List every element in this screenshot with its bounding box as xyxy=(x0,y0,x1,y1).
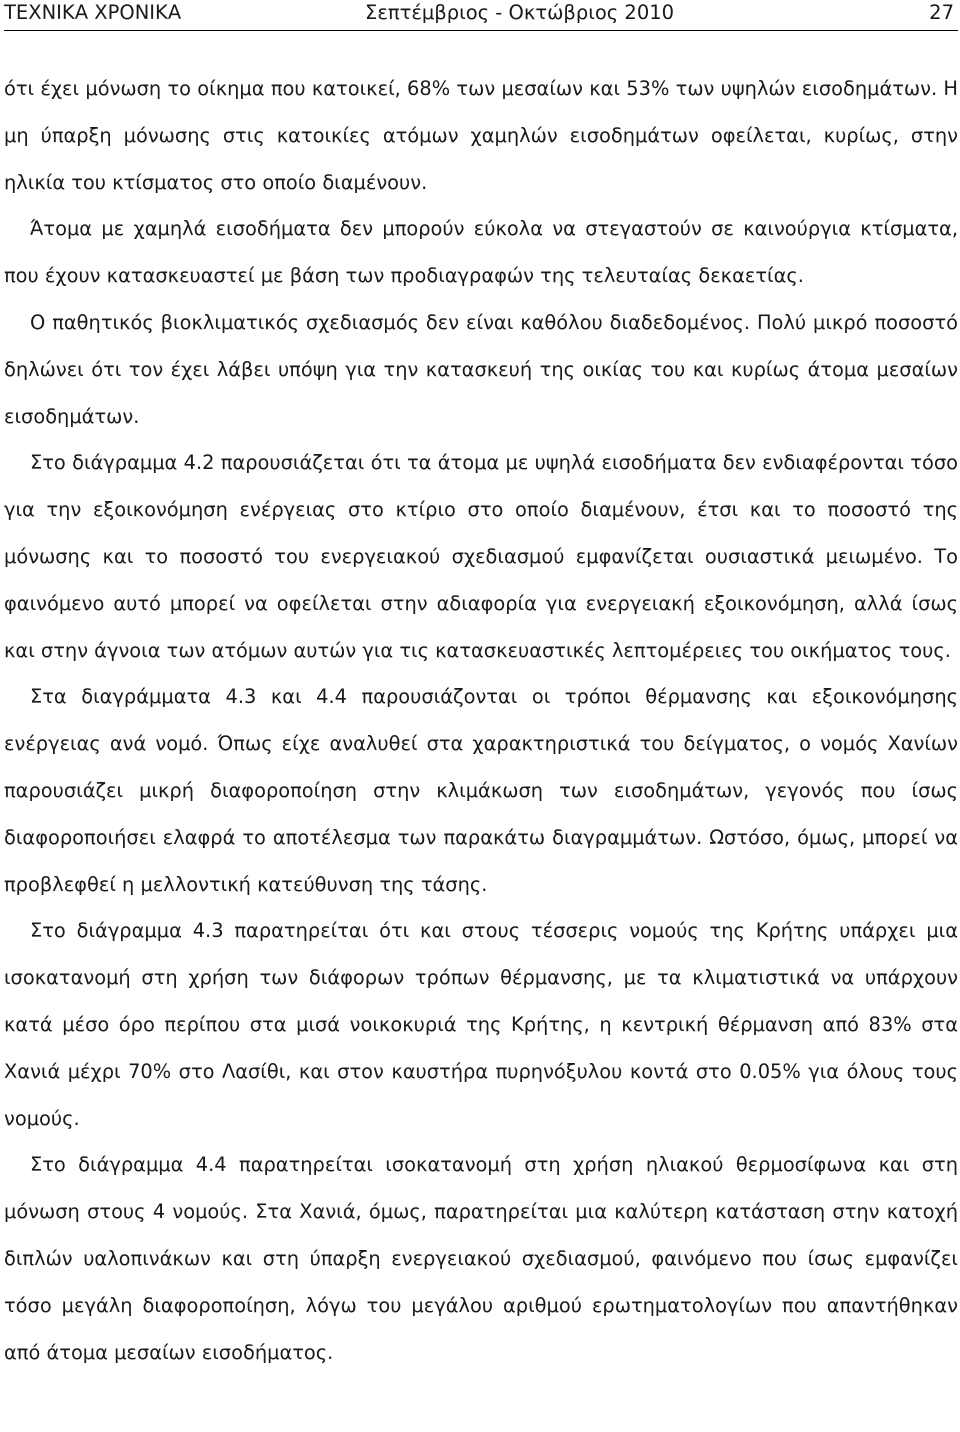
journal-title: ΤΕΧΝΙΚΑ ΧΡΟΝΙΚΑ xyxy=(4,1,182,24)
page-number: 27 xyxy=(929,1,954,24)
issue-date: Σεπτέμβριος - Οκτώβριος 2010 xyxy=(365,1,675,24)
paragraph: Άτομα με χαμηλά εισοδήματα δεν μπορούν εύκολα να στεγαστούν σε καινούργια κτίσματα, που έχουν κατασκευαστεί με βάση των προδιαγραφών της τελευταίας δεκαετίας. xyxy=(4,217,958,288)
page-header xyxy=(4,0,958,31)
paragraph-continuation: ότι έχει μόνωση το οίκημα που κατοικεί, 68% των μεσαίων και 53% των υψηλών εισοδημάτων. Η μη ύπαρξη μόνωσης στις κατοικίες ατόμων χαμηλών εισοδημάτων οφείλεται, κυρίως, στην ηλικία του κτίσματος στο οποίο διαμένουν. xyxy=(4,77,958,194)
article-body xyxy=(4,66,958,1376)
paragraph: Στο διάγραμμα 4.3 παρατηρείται ότι και στους τέσσερις νομούς της Κρήτης υπάρχει μια ισοκατανομή στη χρήση των διάφορων τρόπων θέρμανσης, με τα κλιματιστικά να υπάρχουν κατά μέσο όρο περίπου στα μισά νοικοκυριά της Κρήτης, η κεντρική θέρμανση από 83% στα Χανιά μέχρι 70% στο Λασίθι, και στον καυστήρα πυρηνόξυλου κοντά στο 0.05% για όλους τους νομούς. xyxy=(4,919,958,1130)
paragraph: Στο διάγραμμα 4.4 παρατηρείται ισοκατανομή στη χρήση ηλιακού θερμοσίφωνα και στη μόνωση στους 4 νομούς. Στα Χανιά, όμως, παρατηρείται μια καλύτερη κατάσταση στην κατοχή διπλών υαλοπινάκων και στη ύπαρξη ενεργειακού σχεδιασμού, φαινόμενο που ίσως εμφανίζει τόσο μεγάλη διαφοροποίηση, λόγω του μεγάλου αριθμού ερωτηματολογίων που απαντήθηκαν από άτομα μεσαίων εισοδήματος. xyxy=(4,1153,958,1364)
paragraph: Στα διαγράμματα 4.3 και 4.4 παρουσιάζονται οι τρόποι θέρμανσης και εξοικονόμησης ενέργειας ανά νομό. Όπως είχε αναλυθεί στα χαρακτηριστικά του δείγματος, ο νομός Χανίων παρουσιάζει μικρή διαφοροποίηση στην κλιμάκωση των εισοδημάτων, γεγονός που ίσως διαφοροποιήσει ελαφρά το αποτέλεσμα των παρακάτω διαγραμμάτων. Ωστόσο, όμως, μπορεί να προβλεφθεί η μελλοντική κατεύθυνση της τάσης. xyxy=(4,685,958,896)
paragraph: Ο παθητικός βιοκλιματικός σχεδιασμός δεν είναι καθόλου διαδεδομένος. Πολύ μικρό ποσοστό δηλώνει ότι τον έχει λάβει υπόψη για την κατασκευή της οικίας του και κυρίως άτομα μεσαίων εισοδημάτων. xyxy=(4,310,958,428)
paragraph: Στο διάγραμμα 4.2 παρουσιάζεται ότι τα άτομα με υψηλά εισοδήματα δεν ενδιαφέρονται τόσο για την εξοικονόμηση ενέργειας στο κτίριο στο οποίο διαμένουν, έτσι και το ποσοστό της μόνωσης και το ποσοστό του ενεργειακού σχεδιασμού εμφανίζεται ουσιαστικά μειωμένο. Το φαινόμενο αυτό μπορεί να οφείλεται στην αδιαφορία για ενεργειακή εξοικονόμηση, αλλά ίσως και στην άγνοια των ατόμων αυτών για τις κατασκευαστικές λεπτομέρειες του οικήματος τους. xyxy=(4,451,958,662)
